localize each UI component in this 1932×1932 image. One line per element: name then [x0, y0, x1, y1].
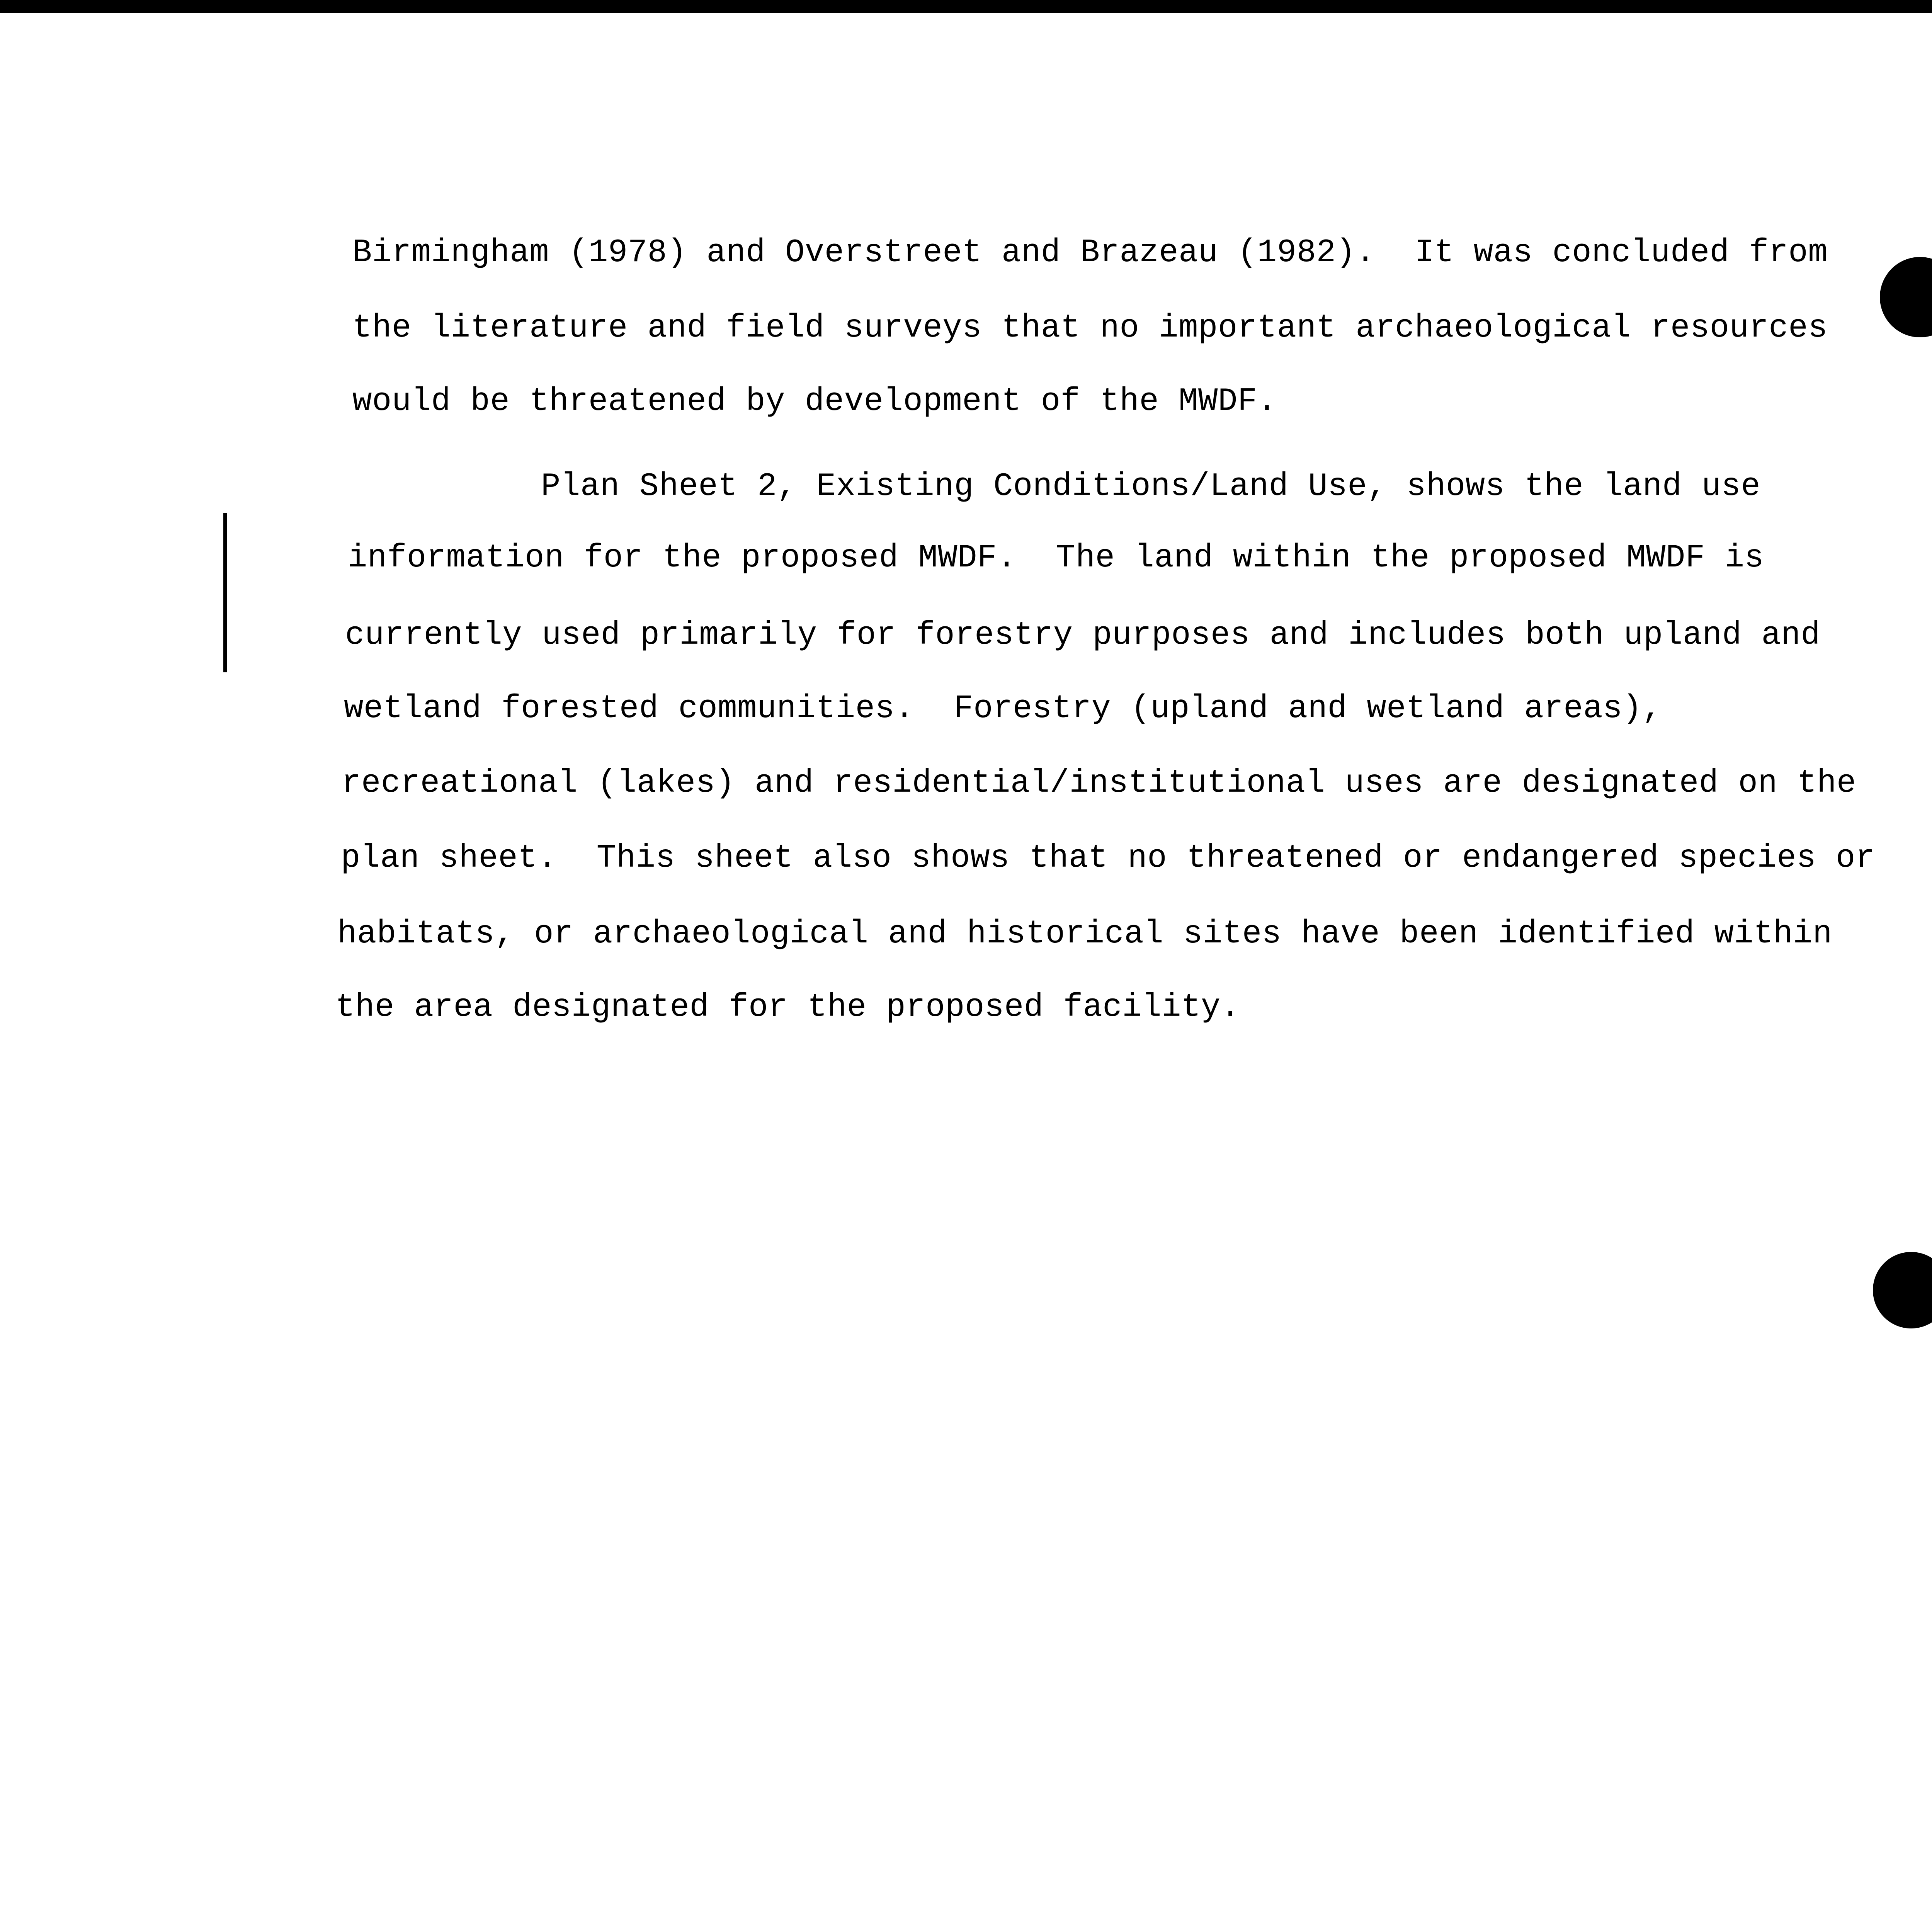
text-line: habitats, or archaeological and historical sites have been identified within — [337, 916, 1833, 952]
text-line: Birmingham (1978) and Overstreet and Brazeau (1982). It was concluded from — [352, 235, 1828, 271]
revision-bar — [223, 513, 227, 672]
text-line: the area designated for the proposed facility. — [335, 989, 1240, 1026]
text-line: the literature and field surveys that no important archaeological resources — [352, 310, 1828, 347]
text-line: would be threatened by development of the MWDF. — [352, 383, 1277, 420]
text-line: recreational (lakes) and residential/institutional uses are designated on the — [342, 765, 1856, 802]
text-line: currently used primarily for forestry purposes and includes both upland and — [345, 617, 1821, 654]
text-line: plan sheet. This sheet also shows that no threatened or endangered species or — [341, 840, 1875, 877]
text-line: wetland forested communities. Forestry (upland and wetland areas), — [344, 690, 1662, 727]
text-line: Plan Sheet 2, Existing Conditions/Land Use, shows the land use — [541, 468, 1761, 505]
text-line: information for the proposed MWDF. The land within the proposed MWDF is — [348, 540, 1764, 577]
